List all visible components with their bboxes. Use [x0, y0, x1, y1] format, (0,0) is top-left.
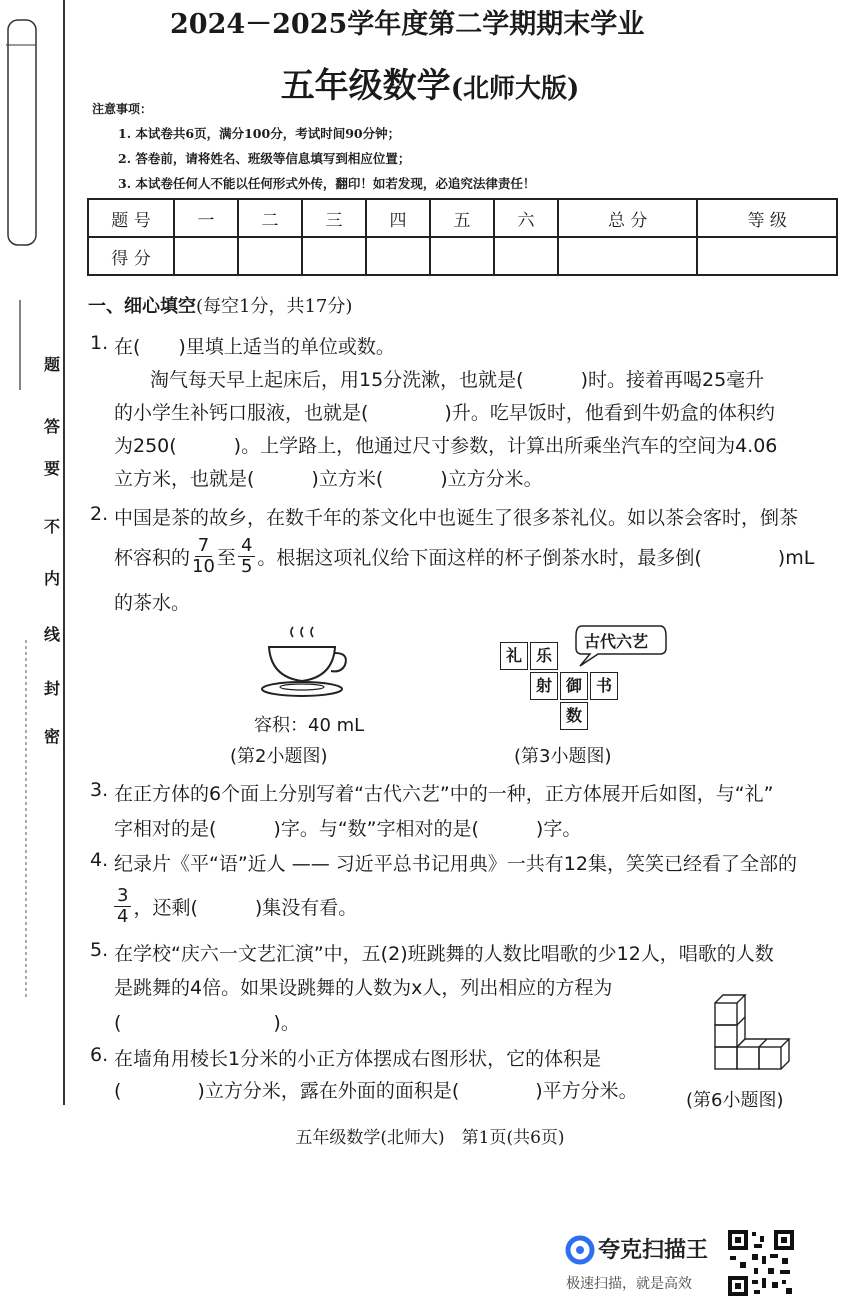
score-cell[interactable]	[558, 237, 697, 275]
question-text: ( )立方分米，露在外面的面积是( )平方分米。	[114, 1080, 638, 1102]
binding-char: 封	[44, 679, 61, 698]
scanner-brand-name: 夸克扫描王	[598, 1238, 709, 1263]
qr-code-icon	[726, 1228, 796, 1298]
cube-net-figure	[500, 620, 670, 730]
question-text: 杯容积的	[114, 547, 191, 569]
fraction-denominator: 5	[240, 556, 253, 577]
stacked-cubes-figure	[705, 985, 800, 1075]
fraction	[114, 886, 131, 927]
question-number: 3.	[90, 779, 109, 801]
question-text: 为250( )。上学路上，他通过尺寸参数，计算出所乘坐汽车的空间为4.06	[114, 435, 778, 457]
question-text: 。根据这项礼仪给下面这样的杯子倒茶水时，最多倒( )mL	[257, 547, 815, 569]
table-header-cell: 等 级	[697, 199, 837, 237]
notice-item: 2. 答卷前，请将姓名、班级等信息填写到相应位置；	[118, 151, 411, 166]
score-table-header-row	[88, 199, 837, 237]
table-row-label: 得 分	[88, 237, 174, 275]
question-number: 2.	[90, 503, 109, 525]
question-text: 纪录片《平“语”近人 —— 习近平总书记用典》一共有12集，笑笑已经看了全部的	[114, 853, 797, 875]
binding-char: 密	[44, 727, 61, 746]
teacup-icon	[255, 625, 355, 700]
figure-caption: (第6小题图)	[686, 1090, 784, 1111]
table-header-cell: 总 分	[558, 199, 697, 237]
table-header-cell: 题 号	[88, 199, 174, 237]
question-text-with-fractions	[114, 536, 814, 577]
score-cell[interactable]	[302, 237, 366, 275]
section-note: (每空1分，共17分)	[196, 296, 353, 317]
question-text: 立方米，也就是( )立方米( )立方分米。	[114, 468, 543, 490]
fraction-denominator: 4	[117, 906, 129, 927]
speech-bubble-text: 古代六艺	[584, 632, 649, 651]
score-cell[interactable]	[238, 237, 302, 275]
section-title-text: 一、细心填空	[88, 296, 196, 317]
figure-caption: (第2小题图)	[230, 746, 328, 767]
score-table	[87, 198, 838, 276]
question-text-with-fraction	[112, 886, 357, 927]
score-cell[interactable]	[697, 237, 837, 275]
table-header-cell: 五	[430, 199, 494, 237]
cup-capacity-label: 容积：40 mL	[254, 715, 365, 736]
question-number: 4.	[90, 849, 109, 871]
score-cell[interactable]	[366, 237, 430, 275]
binding-strip	[0, 0, 70, 1311]
section-title	[88, 292, 352, 318]
score-cell[interactable]	[174, 237, 238, 275]
binding-char: 题	[44, 355, 61, 374]
question-number: 6.	[90, 1044, 109, 1066]
page-footer: 五年级数学(北师大) 第1页(共6页)	[295, 1128, 565, 1148]
fraction-numerator: 4	[238, 536, 255, 557]
quark-scanner-logo-icon	[565, 1235, 595, 1265]
score-cell[interactable]	[430, 237, 494, 275]
net-face: 礼	[500, 642, 528, 670]
question-number: 1.	[90, 332, 109, 354]
table-header-cell: 二	[238, 199, 302, 237]
binding-char: 线	[44, 625, 61, 644]
fraction	[192, 536, 215, 577]
question-text: 是跳舞的4倍。如果设跳舞的人数为x人，列出相应的方程为	[114, 977, 613, 999]
question-text: 至	[216, 547, 236, 569]
question-text: 的小学生补钙口服液，也就是( )升。吃早饭时，他看到牛奶盒的体积约	[114, 402, 775, 424]
net-face: 数	[560, 702, 588, 730]
binding-char: 要	[44, 459, 61, 478]
table-header-cell: 六	[494, 199, 558, 237]
fraction-numerator: 7	[195, 536, 212, 557]
table-header-cell: 三	[302, 199, 366, 237]
net-face: 射	[530, 672, 558, 700]
subject-name: 五年级数学	[280, 66, 451, 106]
question-text: 字相对的是( )字。与“数”字相对的是( )字。	[114, 818, 582, 840]
notice-heading: 注意事项：	[92, 102, 153, 116]
binding-char: 内	[44, 569, 61, 588]
question-number: 5.	[90, 939, 109, 961]
net-face: 御	[560, 672, 588, 700]
net-face: 乐	[530, 642, 558, 670]
question-text: 在学校“庆六一文艺汇演”中，五(2)班跳舞的人数比唱歌的少12人，唱歌的人数	[114, 943, 774, 965]
notice-item: 1. 本试卷共6页，满分100分，考试时间90分钟；	[118, 126, 401, 141]
exam-year-title: 2024－2025学年度第二学期期末学业	[170, 9, 645, 40]
binding-char: 答	[44, 417, 61, 436]
question-text: 淘气每天早上起床后，用15分洗漱，也就是( )时。接着再喝25毫升	[150, 369, 765, 391]
fraction-numerator: 3	[114, 886, 131, 907]
fraction	[238, 536, 255, 577]
question-text: 的茶水。	[114, 592, 191, 614]
score-table-score-row	[88, 237, 837, 275]
question-text: ( )。	[114, 1012, 300, 1034]
edition-label: (北师大版)	[450, 74, 580, 104]
net-face: 书	[590, 672, 618, 700]
table-header-cell: 一	[174, 199, 238, 237]
table-header-cell: 四	[366, 199, 430, 237]
figure-caption: (第3小题图)	[514, 746, 612, 767]
scanner-slogan: 极速扫描，就是高效	[566, 1276, 692, 1292]
fraction-denominator: 10	[192, 556, 215, 577]
question-text: ，还剩( )集没有看。	[133, 897, 358, 919]
binding-strip-decoration	[0, 0, 70, 1311]
question-text: 在墙角用棱长1分米的小正方体摆成右图形状，它的体积是	[114, 1048, 602, 1070]
question-text: 中国是茶的故乡，在数千年的茶文化中也诞生了很多茶礼仪。如以茶会客时，倒茶	[114, 507, 799, 529]
score-cell[interactable]	[494, 237, 558, 275]
binding-char: 不	[44, 517, 61, 536]
question-text: 在正方体的6个面上分别写着“古代六艺”中的一种，正方体展开后如图，与“礼”	[114, 783, 774, 805]
notice-item: 3. 本试卷任何人不能以任何形式外传，翻印！如若发现，必追究法律责任！	[118, 176, 536, 191]
question-text: 在( )里填上适当的单位或数。	[114, 336, 395, 358]
